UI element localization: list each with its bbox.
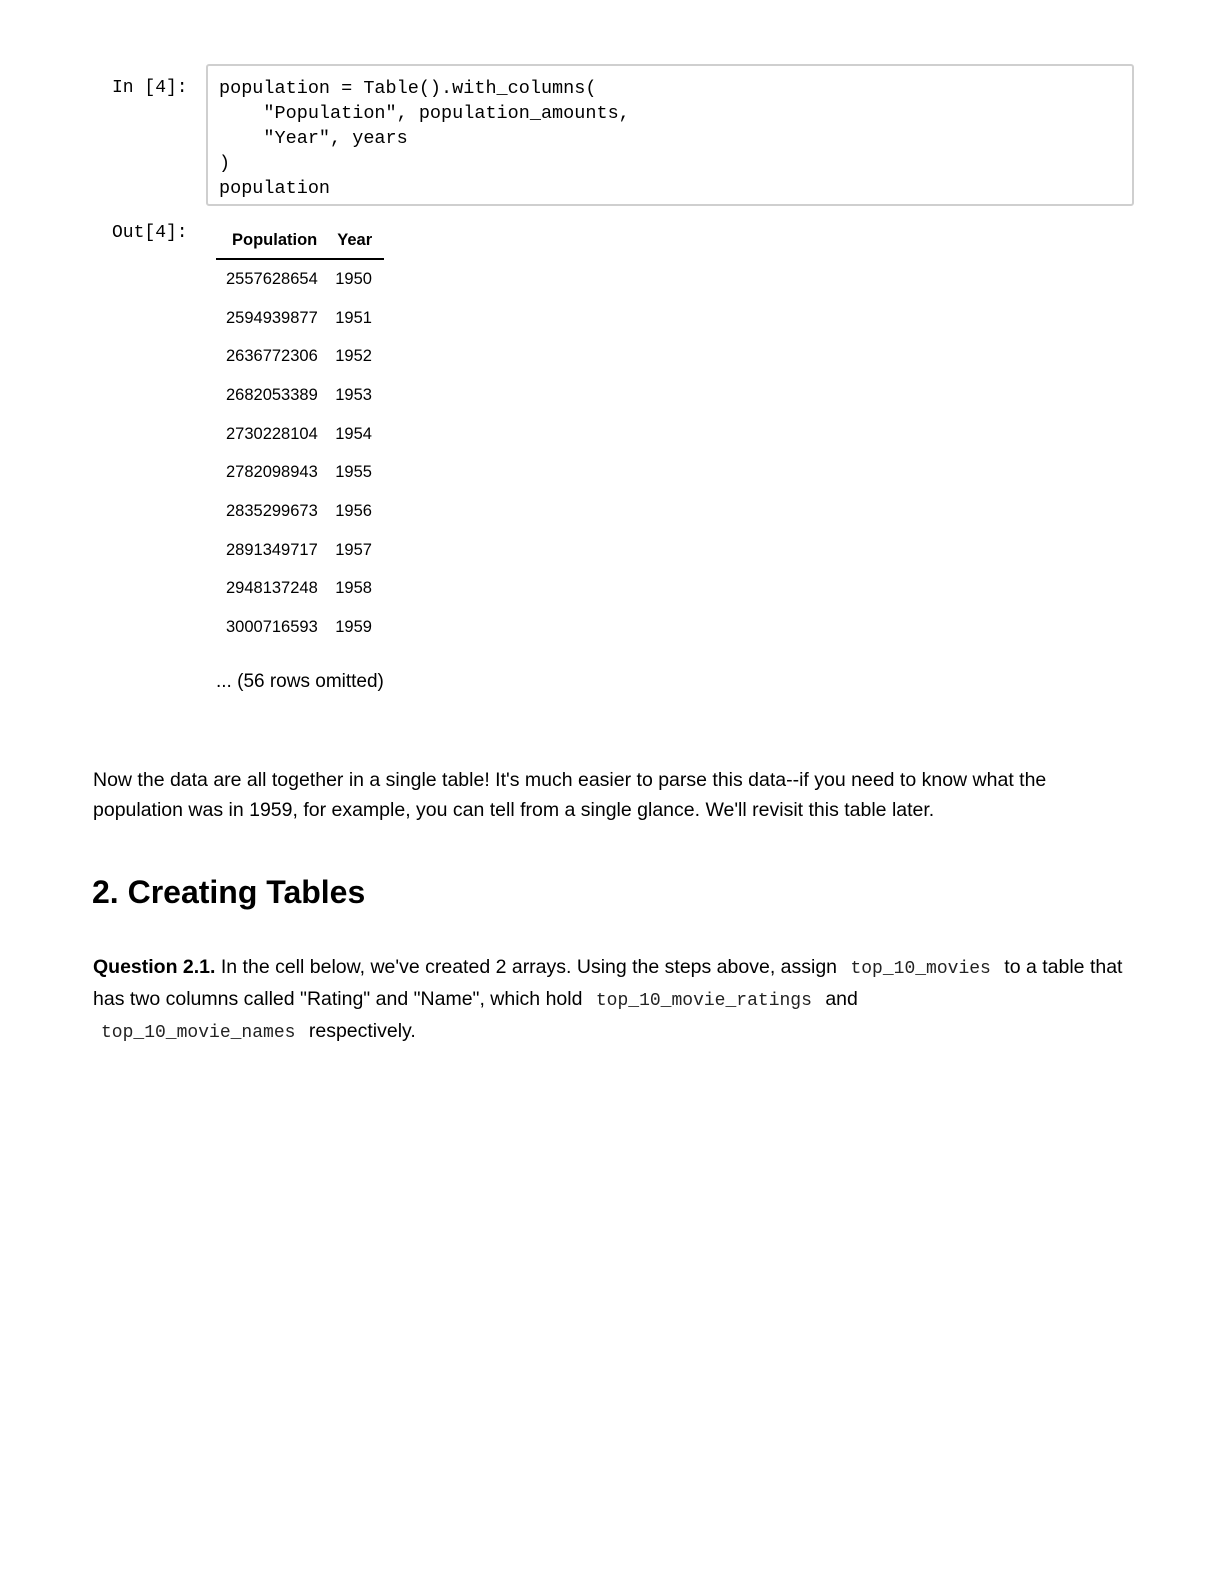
population-cell: 2835299673 — [226, 501, 318, 520]
explanation-paragraph: Now the data are all together in a single table! It's much easier to parse this data--if you need to know what the population was in 1959, for example, you can tell from a single glance. We'll revisit this table later. — [93, 768, 1047, 821]
table-row — [216, 259, 384, 299]
inline-code-top-10-movie-ratings: top_10_movie_ratings — [595, 990, 812, 1011]
question-label: Question 2.1. — [93, 955, 216, 978]
input-prompt: In [4]: — [112, 78, 188, 98]
code-cell[interactable] — [206, 64, 1134, 206]
output-prompt: Out[4]: — [112, 223, 188, 243]
question-text: to a table that has two columns called "Rating" and "Name", which hold — [93, 955, 1123, 1010]
table-row — [216, 415, 384, 454]
year-cell: 1952 — [335, 347, 372, 366]
year-cell: 1954 — [335, 424, 372, 443]
section-heading: 2. Creating Tables — [92, 874, 366, 910]
table-row — [216, 337, 384, 376]
year-cell: 1951 — [335, 308, 372, 327]
population-cell: 2730228104 — [226, 424, 318, 443]
population-cell: 2557628654 — [226, 269, 318, 288]
column-header-year: Year — [326, 222, 384, 259]
year-cell: 1956 — [335, 501, 372, 520]
table-row — [216, 531, 384, 570]
table-row — [216, 299, 384, 338]
population-cell: 2682053389 — [226, 385, 318, 404]
population-cell: 3000716593 — [226, 618, 318, 637]
year-cell: 1958 — [335, 579, 372, 598]
column-header-population: Population — [216, 222, 326, 259]
year-cell: 1950 — [335, 269, 372, 288]
population-cell: 2948137248 — [226, 579, 318, 598]
table-row — [216, 608, 384, 647]
question-text: and — [819, 987, 858, 1010]
code-text[interactable]: population = Table().with_columns( "Population", population_amounts, "Year", years ) population — [219, 78, 630, 199]
rows-omitted-note: ... (56 rows omitted) — [216, 671, 384, 692]
population-cell: 2891349717 — [226, 540, 318, 559]
year-cell: 1955 — [335, 463, 372, 482]
year-cell: 1957 — [335, 540, 372, 559]
table-row — [216, 376, 384, 415]
table-header-row — [216, 222, 384, 259]
output-table — [216, 222, 384, 647]
table-row — [216, 492, 384, 531]
population-cell: 2782098943 — [226, 463, 318, 482]
question-text: In the cell below, we've created 2 arrays. Using the steps above, assign — [215, 955, 843, 978]
inline-code-top-10-movies: top_10_movies — [850, 958, 991, 979]
question-text: respectively. — [303, 1019, 416, 1042]
year-cell: 1959 — [335, 618, 372, 637]
population-cell: 2636772306 — [226, 347, 318, 366]
year-cell: 1953 — [335, 385, 372, 404]
population-cell: 2594939877 — [226, 308, 318, 327]
table-row — [216, 453, 384, 492]
table-row — [216, 570, 384, 609]
inline-code-top-10-movie-names: top_10_movie_names — [101, 1022, 296, 1043]
question-paragraph — [93, 952, 1133, 1048]
